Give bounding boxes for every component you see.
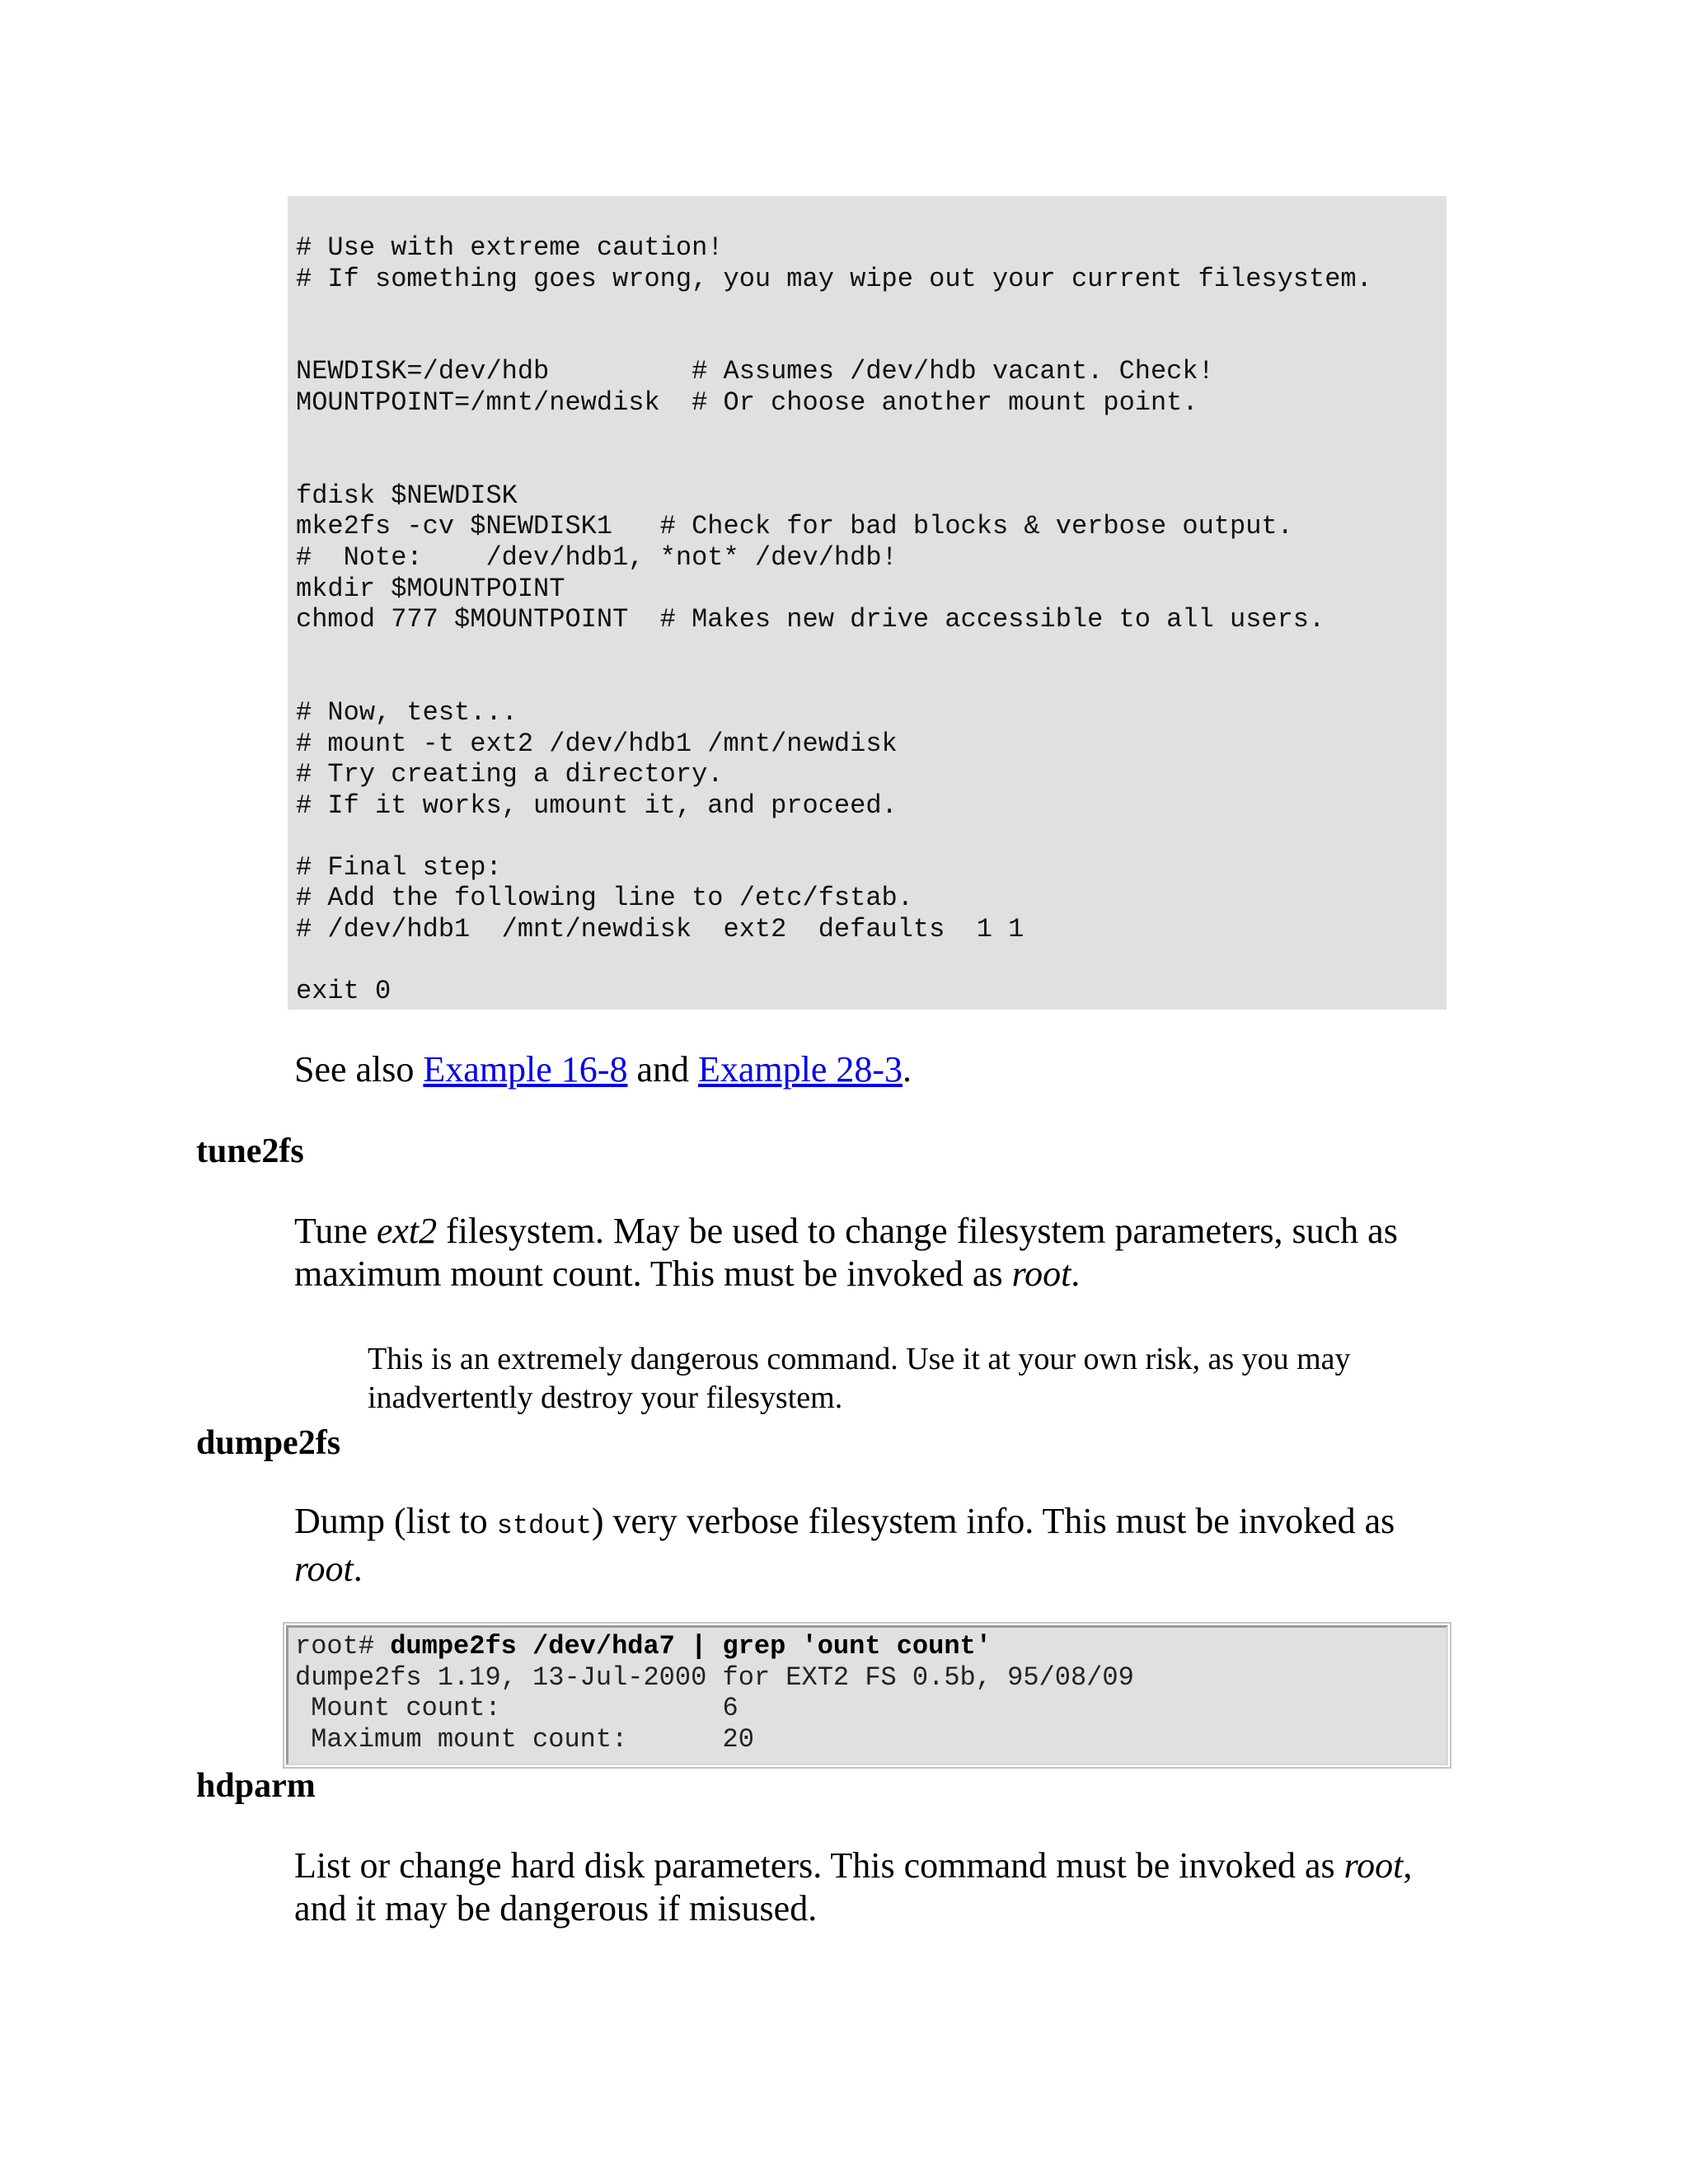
term-tune2fs: tune2fs <box>196 1132 304 1170</box>
dumpe2fs-desc-part: ) very verbose filesystem info. This must be invoked as <box>591 1501 1395 1541</box>
code-line: # Use with extreme caution! <box>296 232 724 263</box>
tune2fs-desc-part: filesystem. May be used to change filesystem parameters, such as maximum mount count. This must be invoked as <box>294 1211 1398 1294</box>
code-line <box>296 326 1447 357</box>
tune2fs-desc-part: Tune <box>294 1211 377 1251</box>
caution-note: This is an extremely dangerous command. Use it at your own risk, as you may inadvertently destroy your filesystem. <box>368 1342 1351 1415</box>
code-line <box>296 821 1447 852</box>
dumpe2fs-desc-em-root: root <box>294 1549 354 1589</box>
dumpe2fs-description <box>294 1500 1432 1591</box>
code-line <box>296 635 1447 667</box>
see-also-middle: and <box>627 1049 698 1090</box>
code-line: # Try creating a directory. <box>296 759 724 790</box>
code-line: # Note: /dev/hdb1, *not* /dev/hdb! <box>296 541 898 573</box>
link-example-16-8[interactable]: Example 16-8 <box>423 1049 628 1090</box>
code-line: chmod 777 $MOUNTPOINT # Makes new drive accessible to all users. <box>296 604 1325 635</box>
code-line: # Final step: <box>296 851 502 883</box>
code-listing <box>288 196 1447 1010</box>
screen-output-line: Mount count: 6 <box>295 1693 738 1724</box>
code-line: mkdir $MOUNTPOINT <box>296 573 565 604</box>
tune2fs-desc-part: . <box>1071 1254 1081 1294</box>
hdparm-desc-em-root: root <box>1343 1845 1404 1886</box>
see-also-suffix: . <box>903 1049 912 1090</box>
screen-command: dumpe2fs /dev/hda7 | grep 'ount count' <box>390 1631 992 1661</box>
code-line: # Add the following line to /etc/fstab. <box>296 883 913 914</box>
code-line <box>296 294 1447 326</box>
term-dumpe2fs: dumpe2fs <box>196 1424 341 1462</box>
code-line: exit 0 <box>296 976 392 1007</box>
code-line: MOUNTPOINT=/mnt/newdisk # Or choose another mount point. <box>296 387 1198 418</box>
code-line: # mount -t ext2 /dev/hdb1 /mnt/newdisk <box>296 728 898 759</box>
tune2fs-desc-em-ext2: ext2 <box>376 1211 438 1251</box>
screen-command-line <box>295 1631 1446 1662</box>
code-line <box>296 419 1447 450</box>
code-line: # If something goes wrong, you may wipe out your current filesystem. <box>296 263 1372 294</box>
code-line: # If it works, umount it, and proceed. <box>296 790 898 821</box>
tune2fs-description <box>294 1210 1432 1296</box>
dumpe2fs-desc-part: Dump (list to <box>294 1501 497 1541</box>
code-line <box>296 449 1447 480</box>
code-line: # Now, test... <box>296 696 518 728</box>
screen-output-line: dumpe2fs 1.19, 13-Jul-2000 for EXT2 FS 0.5b, 95/08/09 <box>295 1661 1134 1693</box>
hdparm-desc-part: List or change hard disk parameters. This command must be invoked as <box>294 1845 1344 1886</box>
screen-output-line: Maximum mount count: 20 <box>295 1723 754 1755</box>
tune2fs-desc-em-root: root <box>1011 1254 1071 1294</box>
hdparm-description <box>294 1844 1448 1930</box>
hdparm-desc-part: , and it may be dangerous if misused. <box>294 1845 1413 1929</box>
terminal-screen <box>286 1625 1448 1765</box>
link-example-28-3[interactable]: Example 28-3 <box>697 1049 903 1090</box>
code-line: mke2fs -cv $NEWDISK1 # Check for bad blocks & verbose output. <box>296 511 1293 542</box>
code-line: # /dev/hdb1 /mnt/newdisk ext2 defaults 1 1 <box>296 914 1025 945</box>
dumpe2fs-desc-part: . <box>353 1549 363 1589</box>
code-line <box>296 945 1447 977</box>
term-hdparm: hdparm <box>196 1767 316 1805</box>
inline-code-stdout: stdout <box>496 1511 592 1541</box>
code-line <box>296 666 1447 697</box>
see-also-prefix: See also <box>294 1049 424 1090</box>
code-line: fdisk $NEWDISK <box>296 480 518 511</box>
screen-prompt: root# <box>295 1631 391 1661</box>
see-also-paragraph <box>294 1048 912 1091</box>
code-line: NEWDISK=/dev/hdb # Assumes /dev/hdb vacant. Check! <box>296 356 1214 387</box>
